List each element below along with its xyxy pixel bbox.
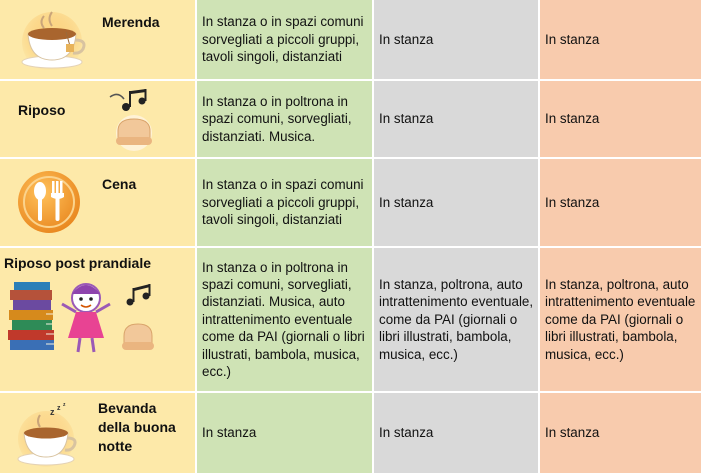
activity-cell	[0, 392, 196, 474]
cell-green: In stanza o in spazi comuni sorvegliati a piccoli gruppi, tavoli singoli, distanziati	[196, 0, 373, 80]
table-row	[0, 80, 702, 158]
cell-peach: In stanza	[539, 80, 702, 158]
table-row	[0, 392, 702, 474]
cell-green: In stanza	[196, 392, 373, 474]
activity-label: Merenda	[102, 14, 160, 30]
svg-text:z: z	[63, 402, 66, 408]
cell-green: In stanza o in spazi comuni sorvegliati a piccoli gruppi, tavoli singoli, distanziati	[196, 158, 373, 247]
activity-label: Bevanda della buona notte	[98, 400, 176, 454]
cell-peach: In stanza	[539, 0, 702, 80]
armchair-music-icon	[104, 87, 162, 153]
table-row	[0, 158, 702, 247]
cell-grey: In stanza, poltrona, auto intrattenimento eventuale, come da PAI (giornali o libri illustrati, bambola, musica, ecc.)	[373, 247, 539, 392]
svg-text:z: z	[50, 407, 55, 417]
table-row	[0, 0, 702, 80]
svg-text:z: z	[57, 405, 61, 412]
activity-label: Riposo post prandiale	[4, 255, 152, 271]
activity-label: Riposo	[18, 102, 66, 118]
activity-cell	[0, 247, 196, 392]
cell-green: In stanza o in poltrona in spazi comuni, sorvegliati, distanziati. Musica, auto intrattenimento eventuale come da PAI (giornali o libri illustrati, bambola, musica, ecc.)	[196, 247, 373, 392]
sleeping-cup-icon	[12, 401, 82, 467]
cell-grey: In stanza	[373, 0, 539, 80]
teacup-icon	[14, 8, 90, 70]
activity-cell	[0, 80, 196, 158]
activity-cell	[0, 0, 196, 80]
activity-cell	[0, 158, 196, 247]
spoon-fork-icon	[16, 169, 82, 235]
cell-grey: In stanza	[373, 80, 539, 158]
cell-peach: In stanza	[539, 158, 702, 247]
cell-green: In stanza o in poltrona in spazi comuni, sorvegliati, distanziati. Musica.	[196, 80, 373, 158]
activity-label: Cena	[102, 176, 137, 192]
table-row	[0, 247, 702, 392]
cell-grey: In stanza	[373, 392, 539, 474]
books-doll-armchair-icon	[6, 278, 162, 358]
cell-grey: In stanza	[373, 158, 539, 247]
cell-peach: In stanza	[539, 392, 702, 474]
cell-peach: In stanza, poltrona, auto intrattenimento eventuale come da PAI (giornali o libri illustrati, bambola, musica, ecc.)	[539, 247, 702, 392]
